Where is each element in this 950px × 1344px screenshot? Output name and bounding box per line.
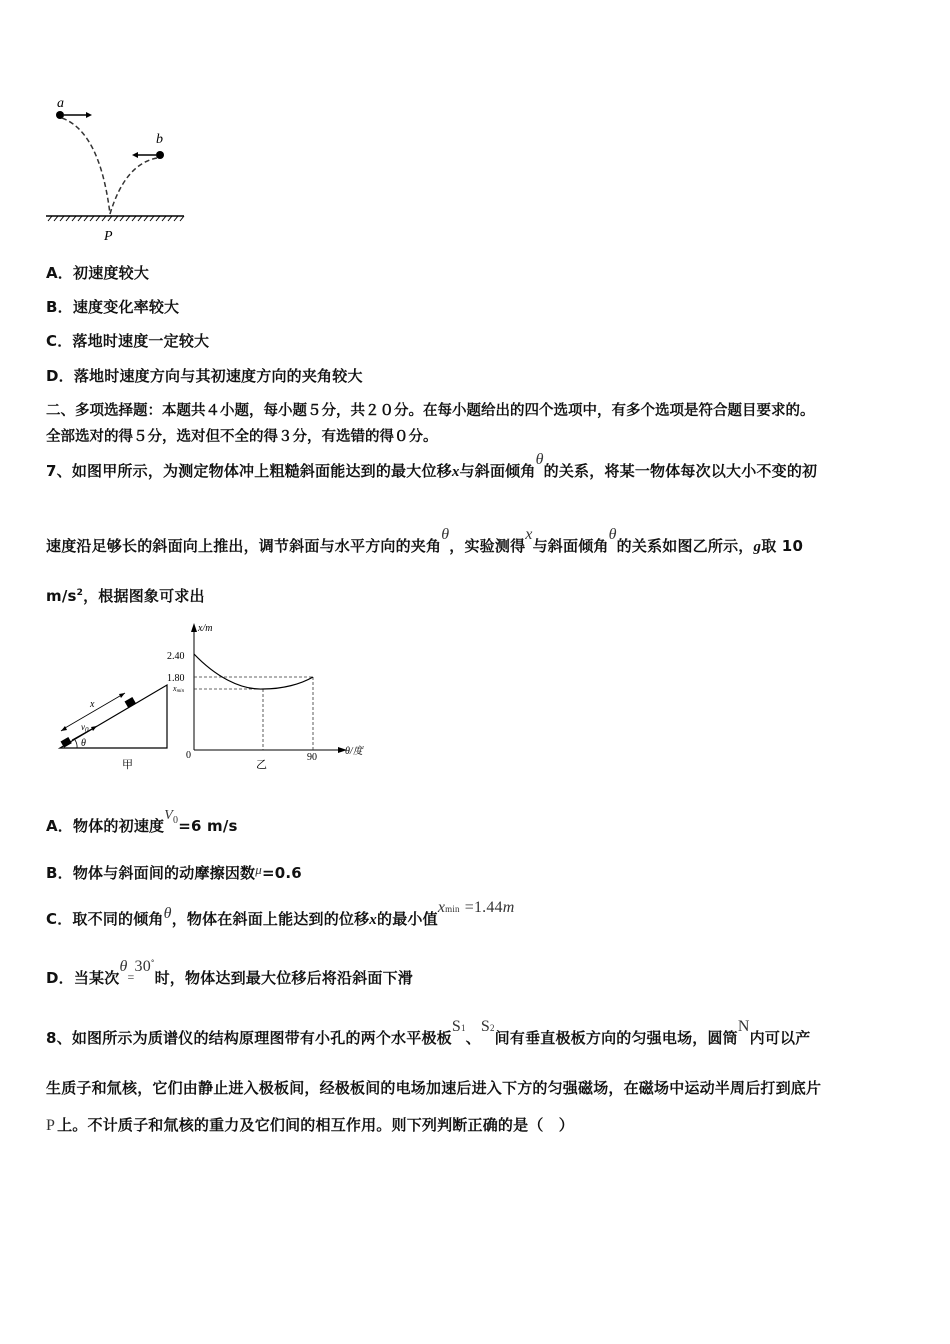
fig-x-label: x xyxy=(90,699,95,710)
label-yi: 乙 xyxy=(256,759,267,771)
fig-theta-label: θ xyxy=(81,738,86,749)
x-axis-label: θ/度 xyxy=(345,746,363,757)
q7-option-d: D．当某次$\theta_=30^\circ$时，物体达到最大位移后将沿斜面下滑 xyxy=(46,958,414,987)
label-a: a xyxy=(57,96,64,111)
incline xyxy=(60,685,167,748)
q8-line-3: P 上。不计质子和氚核的重力及它们间的相互作用。则下列判断正确的是（ ） xyxy=(46,1116,574,1134)
q8-line-2: 生质子和氚核，它们由静止进入极板间，经极板间的电场加速后进入下方的匀强磁场，在磁场中运动半周后打到底片 xyxy=(46,1079,822,1097)
q7-line-1: 7、如图甲所示，为测定物体冲上粗糙斜面能达到的最大位移x与斜面倾角θ的关系，将某一物体每次以大小不变的初 xyxy=(46,451,818,480)
q7-line-2: 速度沿足够长的斜面向上推出，调节斜面与水平方向的夹角θ，实验测得x与斜面倾角θ的关系如图乙所示，g取 10 xyxy=(46,526,804,555)
q7-line-3: $m/s^2$，根据图象可求出 xyxy=(46,587,205,605)
trajectory-figure xyxy=(40,92,200,252)
tick-xmin: xmin xyxy=(173,684,185,694)
tick-2-40: 2.40 xyxy=(167,651,185,662)
section-2-line-1: 二、多项选择题：本题共４小题，每小题５分，共２０分。在每小题给出的四个选项中，有多个选项是符合题目要求的。 xyxy=(46,403,815,419)
x-theta-curve xyxy=(194,654,313,689)
q6-option-b: B．速度变化率较大 xyxy=(46,298,180,316)
label-b: b xyxy=(156,132,163,147)
section-2-line-2: 全部选对的得５分，选对但不全的得３分，有选错的得０分。 xyxy=(46,429,438,445)
incline-graph-figure xyxy=(55,618,385,778)
fig-v0-label: $v_0$ xyxy=(81,722,89,734)
label-p: P xyxy=(104,229,113,244)
trajectory-b xyxy=(110,158,157,214)
block-top xyxy=(125,697,136,708)
trajectory-a xyxy=(62,118,110,214)
q7-option-c: C．取不同的倾角θ，物体在斜面上能达到的位移x的最小值xmin =1.44m xyxy=(46,899,515,928)
q8-line-1: 8、如图所示为质谱仪的结构原理图带有小孔的两个水平极板S1、S2间有垂直极板方向的匀强电场，圆筒N内可以产 xyxy=(46,1018,811,1047)
q7-option-b: B．物体与斜面间的动摩擦因数μ=0.6 xyxy=(46,862,302,882)
tick-1-80: 1.80 xyxy=(167,673,185,684)
label-jia: 甲 xyxy=(122,759,133,771)
tick-90: 90 xyxy=(307,752,317,763)
ball-b xyxy=(156,151,164,159)
q6-option-a: A．初速度较大 xyxy=(46,264,150,282)
tick-origin: 0 xyxy=(186,750,191,761)
q7-option-a: A．物体的初速度$V_0=6$ m/s xyxy=(46,808,238,835)
y-axis-label: x/m xyxy=(198,623,213,634)
q6-option-c: C．落地时速度一定较大 xyxy=(46,332,210,350)
q6-option-d: D．落地时速度方向与其初速度方向的夹角较大 xyxy=(46,367,363,385)
